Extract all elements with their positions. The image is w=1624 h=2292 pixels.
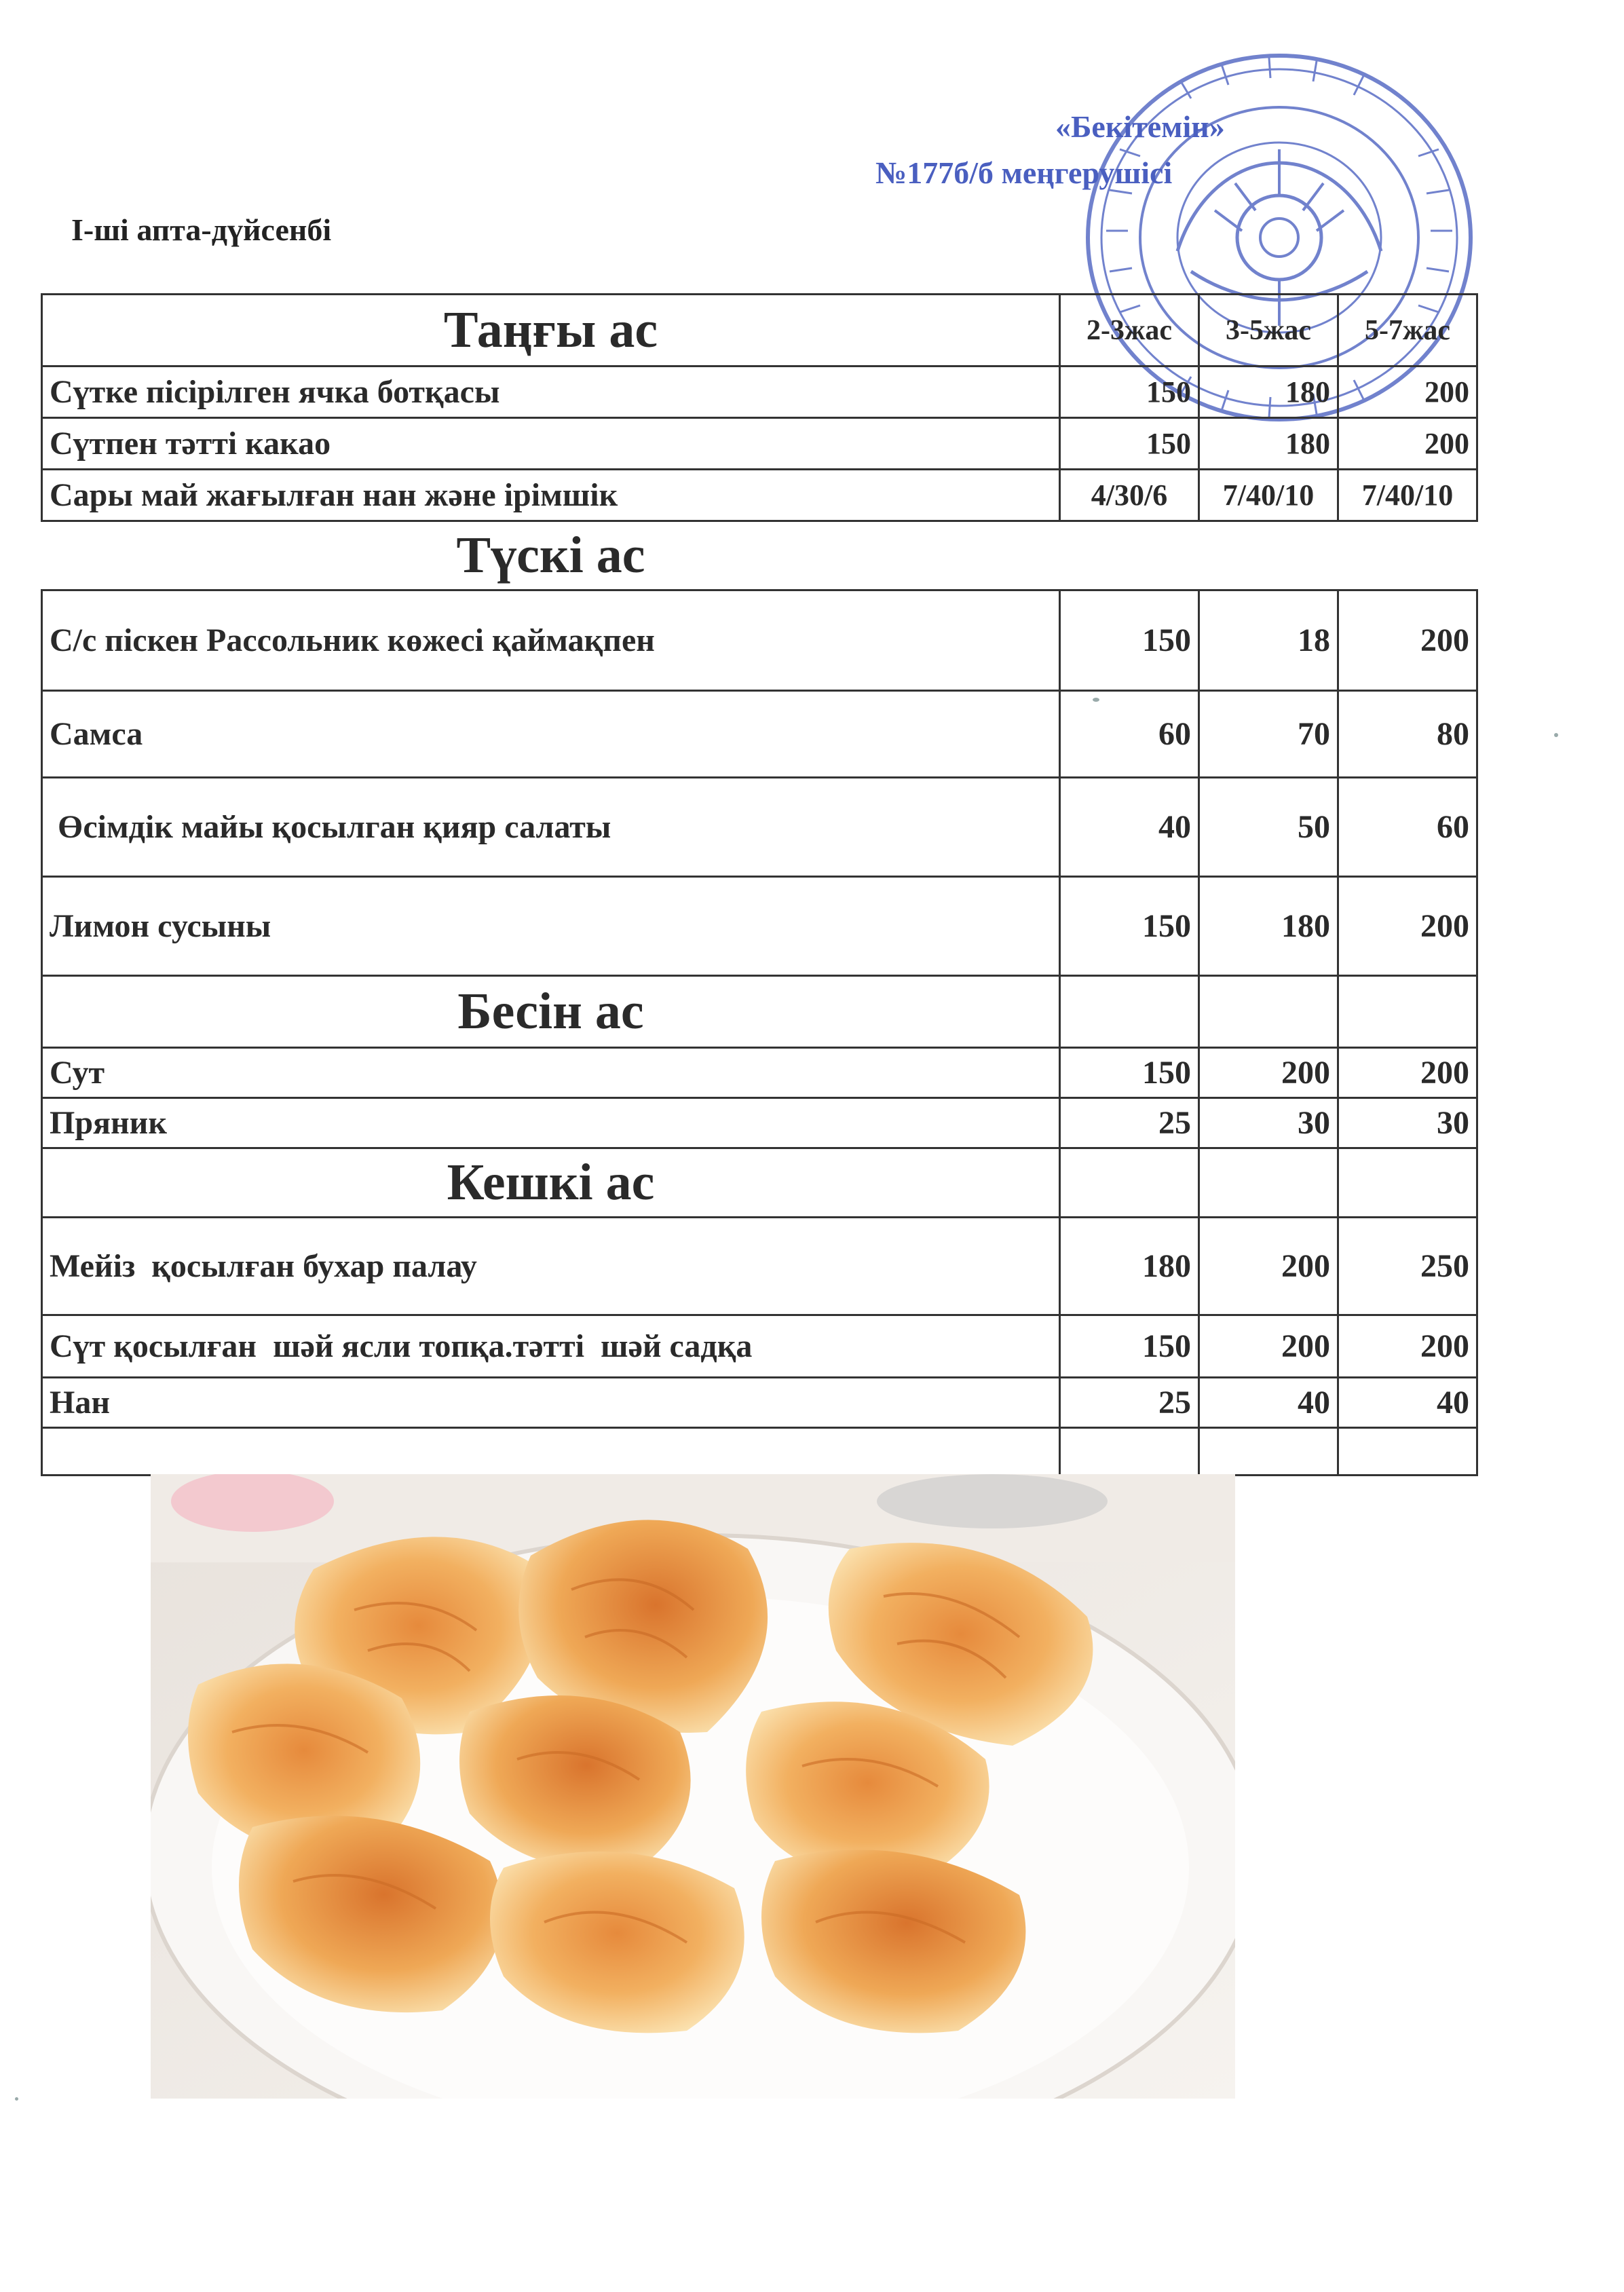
- portion-5-7: 80: [1338, 691, 1477, 778]
- dish-name: Сүт қосылған шәй ясли топқа.тәтті шәй садқа: [42, 1315, 1060, 1378]
- portion-5-7: 7/40/10: [1338, 470, 1477, 521]
- portion-3-5: 180: [1199, 418, 1338, 470]
- dish-name: Сүтпен тәтті какао: [42, 418, 1060, 470]
- table-row: [42, 691, 1477, 778]
- portion-3-5: 180: [1199, 877, 1338, 976]
- table-row: [42, 1218, 1477, 1315]
- breakfast-title: Таңғы ас: [42, 295, 1060, 367]
- portion-5-7: 60: [1338, 778, 1477, 877]
- portion-2-3: 150: [1060, 1048, 1199, 1098]
- dish-name: Мейіз қосылған бухар палау: [42, 1218, 1060, 1315]
- table-row: [42, 1315, 1477, 1378]
- age-header: 5-7жас: [1338, 295, 1477, 367]
- table-row: [42, 367, 1477, 418]
- table-row: [42, 418, 1477, 470]
- dish-name: Нан: [42, 1378, 1060, 1428]
- table-row: [42, 470, 1477, 521]
- portion-5-7: 30: [1338, 1098, 1477, 1148]
- age-header: 3-5жас: [1199, 295, 1338, 367]
- portion-5-7: 200: [1338, 590, 1477, 691]
- samsa-pastries-photo: [151, 1474, 1235, 2099]
- portion-2-3: 4/30/6: [1060, 470, 1199, 521]
- dish-name: Өсімдік майы қосылган қияр салаты: [42, 778, 1060, 877]
- lunch-title: Түскі ас: [42, 521, 1060, 590]
- portion-3-5: 200: [1199, 1218, 1338, 1315]
- snack-title: Бесін ас: [42, 976, 1060, 1048]
- week-day-title: І-ші апта-дүйсенбі: [71, 212, 332, 247]
- table-row: [42, 877, 1477, 976]
- dish-name: Лимон сусыны: [42, 877, 1060, 976]
- portion-5-7: 200: [1338, 877, 1477, 976]
- dish-name: Сут: [42, 1048, 1060, 1098]
- portion-5-7: 200: [1338, 1048, 1477, 1098]
- portion-2-3: 150: [1060, 590, 1199, 691]
- portion-5-7: 200: [1338, 367, 1477, 418]
- lunch-header-row: [42, 521, 1477, 590]
- portion-3-5: 40: [1199, 1378, 1338, 1428]
- portion-5-7: 200: [1338, 1315, 1477, 1378]
- dish-name: Сары май жағылған нан және ірімшік: [42, 470, 1060, 521]
- dinner-header-row: [42, 1148, 1477, 1218]
- approval-signer: №177б/б меңгерушісі: [875, 155, 1173, 190]
- portion-5-7: 200: [1338, 418, 1477, 470]
- portion-5-7: 250: [1338, 1218, 1477, 1315]
- table-row: [42, 590, 1477, 691]
- portion-2-3: 150: [1060, 877, 1199, 976]
- dish-name: Сүтке пісірілген ячка ботқасы: [42, 367, 1060, 418]
- approval-title: «Бекітемін»: [1055, 109, 1225, 144]
- portion-2-3: 150: [1060, 367, 1199, 418]
- dish-name: Пряник: [42, 1098, 1060, 1148]
- portion-3-5: 18: [1199, 590, 1338, 691]
- breakfast-header-row: [42, 295, 1477, 367]
- dish-name: Самса: [42, 691, 1060, 778]
- portion-3-5: 180: [1199, 367, 1338, 418]
- portion-2-3: 25: [1060, 1378, 1199, 1428]
- menu-table: [41, 293, 1478, 1476]
- portion-2-3: 40: [1060, 778, 1199, 877]
- portion-2-3: 180: [1060, 1218, 1199, 1315]
- portion-2-3: 150: [1060, 418, 1199, 470]
- table-row: [42, 778, 1477, 877]
- portion-3-5: 70: [1199, 691, 1338, 778]
- portion-2-3: 150: [1060, 1315, 1199, 1378]
- portion-3-5: 7/40/10: [1199, 470, 1338, 521]
- empty-row: [42, 1428, 1477, 1476]
- portion-5-7: 40: [1338, 1378, 1477, 1428]
- snack-header-row: [42, 976, 1477, 1048]
- portion-3-5: 200: [1199, 1048, 1338, 1098]
- portion-3-5: 50: [1199, 778, 1338, 877]
- dinner-title: Кешкі ас: [42, 1148, 1060, 1218]
- table-row: [42, 1378, 1477, 1428]
- table-row: [42, 1048, 1477, 1098]
- table-row: [42, 1098, 1477, 1148]
- portion-3-5: 200: [1199, 1315, 1338, 1378]
- portion-2-3: 25: [1060, 1098, 1199, 1148]
- portion-2-3: 60: [1060, 691, 1199, 778]
- age-header: 2-3жас: [1060, 295, 1199, 367]
- dish-name: С/с піскен Рассольник көжесі қаймақпен: [42, 590, 1060, 691]
- portion-3-5: 30: [1199, 1098, 1338, 1148]
